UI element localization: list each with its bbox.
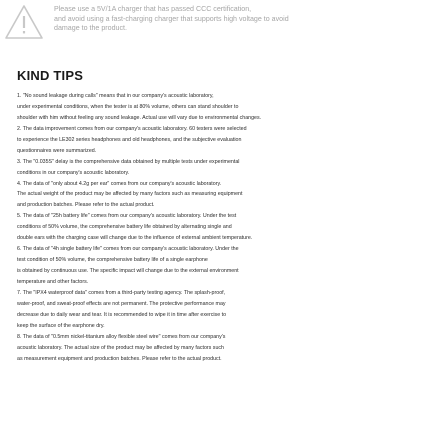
- tip-line: 3. The "0.035S" delay is the comprehensive data obtained by multiple tests under experimental: [17, 158, 240, 165]
- tip-line: test condition of 50% volume, the comprehensive battery life of a single earphone: [17, 257, 208, 264]
- tip-line: questionnaires were summarized.: [17, 147, 97, 154]
- tip-line: acoustic laboratory. The actual size of the product may be affected by many factors such: [17, 344, 224, 351]
- charger-warning: [0, 0, 430, 44]
- tip-line: 4. The data of "only about 4.2g per ear" comes from our company's acoustic laboratory.: [17, 180, 222, 187]
- tip-line: 1. "No sound leakage during calls" means that in our company's acoustic laboratory,: [17, 93, 214, 99]
- warning-line: damage to the product.: [54, 24, 127, 33]
- warning-text: [54, 5, 414, 34]
- tip-line: to experience the LE302 series headphones and old headphones, and the subjective evaluation: [17, 136, 242, 143]
- tip-line: is obtained by continuous use. The specific impact will change due to the external environment: [17, 268, 239, 274]
- tip-line: 5. The data of "25h battery life" comes from our company's acoustic laboratory. Under the test: [17, 213, 237, 220]
- tip-line: The actual weight of the product may be affected by many factors such as measuring equipment: [17, 191, 243, 198]
- tip-line: keep the surface of the earphone dry.: [17, 322, 105, 329]
- tip-line: conditions of 50% volume, the comprehensive battery life obtained by alternating single and: [17, 224, 232, 231]
- tip-line: 2. The data improvement comes from our company's acoustic laboratory. 60 testers were selected: [17, 125, 247, 132]
- warning-line: Please use a 5V/1A charger that has passed CCC certification,: [54, 5, 252, 13]
- tip-line: shoulder with him without feeling any sound leakage. Actual use will vary due to environmental changes.: [17, 114, 262, 121]
- tip-line: water-proof, and sweat-proof effects are not permanent. The protective performance may: [17, 300, 226, 307]
- tip-line: decrease due to daily wear and tear. It is recommended to wipe it in time after exercise to: [17, 311, 227, 318]
- tip-line: 7. The "IPX4 waterproof data" comes from a third-party testing agency. The splash-proof,: [17, 289, 226, 296]
- tip-line: double ears with the charging case will change due to the influence of external ambient temperature.: [17, 235, 253, 242]
- tip-line: conditions in our company's acoustic laboratory.: [17, 169, 130, 176]
- tip-line: 6. The data of "4h single battery life" comes from our company's acoustic laboratory. Under the: [17, 246, 239, 253]
- tip-line: 8. The data of "0.5mm nickel-titanium alloy flexible steel wire" comes from our company's: [17, 333, 226, 340]
- warning-triangle-icon: [4, 4, 44, 40]
- tip-line: and production batches. Please refer to the actual product.: [17, 202, 155, 209]
- warning-line: and avoid using a fast-charging charger that supports high voltage to avoid: [54, 14, 289, 23]
- kind-tips-heading: KIND TIPS: [17, 68, 84, 83]
- kind-tips-list: [17, 91, 427, 364]
- tip-line: temperature and other factors.: [17, 278, 89, 285]
- tip-line: as measurement equipment and production batches. Please refer to the actual product.: [17, 355, 222, 362]
- tip-line: under experimental conditions, when the tester is at 80% volume, others can stand shoulder to: [17, 103, 239, 110]
